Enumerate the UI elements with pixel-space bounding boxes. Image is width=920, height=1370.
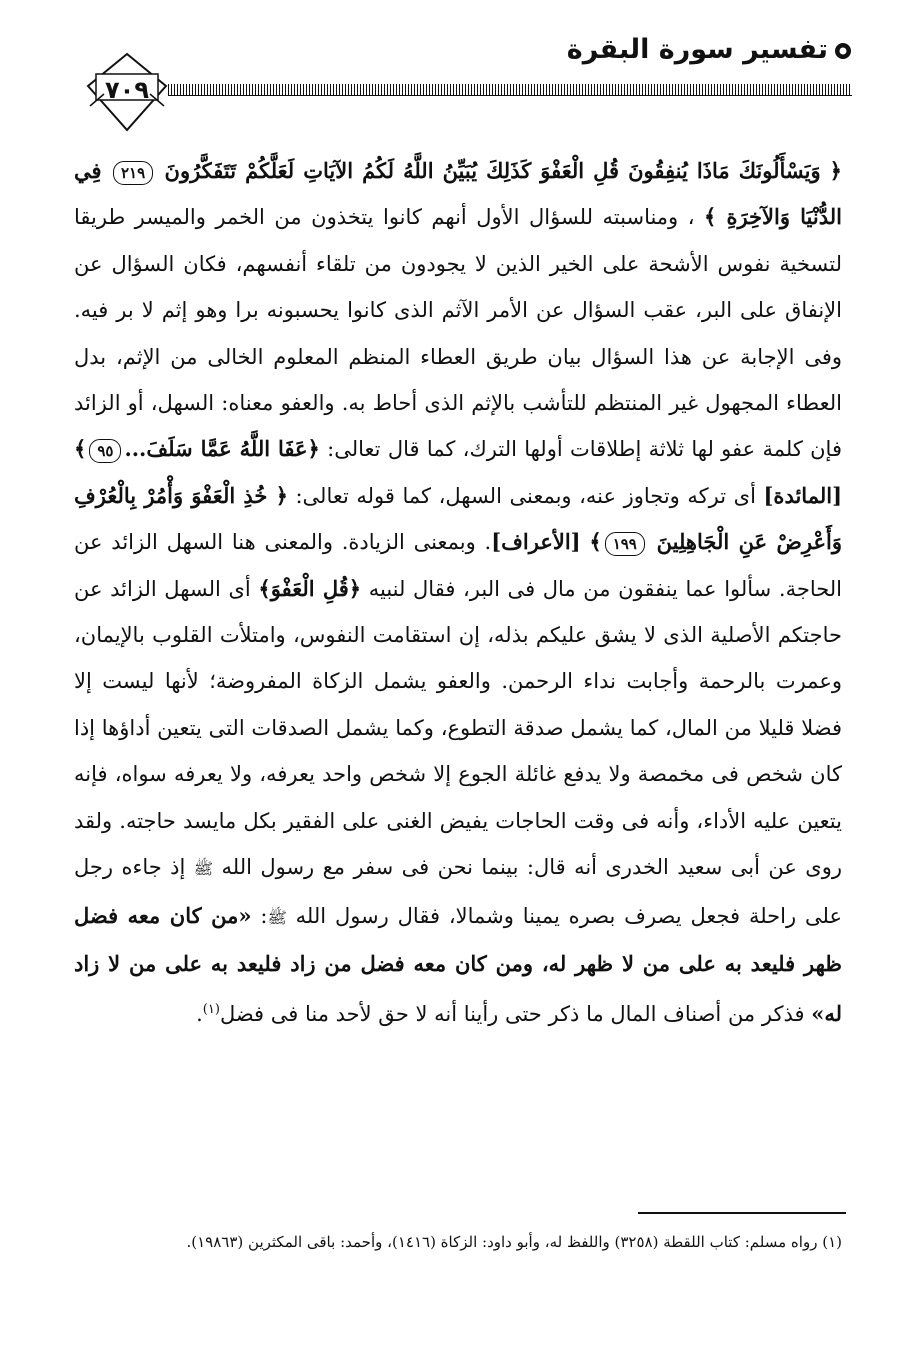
footnote-divider — [638, 1212, 846, 1214]
page-number: ٧٠٩ — [105, 76, 149, 104]
hadith-text: «من كان معه فضل ظهر فليعد به على من لا ظهر له، ومن كان معه فضل من زاد فليعد به على من لا زاد له» — [74, 902, 842, 1027]
pbuh-ligature: ﷺ — [193, 859, 214, 879]
paragraph-text: أى تركه وتجاوز عنه، وبمعنى السهل، كما قوله تعالى: — [295, 483, 756, 508]
quote-text: ﴿ خُذِ الْعَفْوَ وَأْمُرْ بِالْعُرْفِ وَأَعْرِضْ عَنِ الْجَاهِلِينَ — [74, 482, 842, 555]
book-title: تفسير سورة البقرة — [566, 34, 828, 65]
quote-text: ﴿قُلِ الْعَفْوَ﴾ — [258, 575, 362, 601]
paragraph-text: أى السهل الزائد عن حاجتكم الأصلية الذى لا يشق عليكم بذله، إن استقامت النفوس، وامتلأت القلوب بالإيمان، وعمرت بالرحمة وأجابت نداء الرحمن. والعفو يشمل الزكاة المفروضة؛ لأنها ليست إلا فضلا قليلا من المال، كما يشمل صدقة التطوع، وكما يشمل الصدقات التى يتعين أداؤها إذا كان شخص فى مخمصة ولا يدفع غائلة الجوع إلا شخص واحد يعرفه، ولا يعرفه سواه، فإنه يتعين عليه الأداء، وأنه فى وقت الحاجات يفيض الغنى على الفقير بكل مايسد حاجته. ولقد روى عن أبى سعيد الخدرى أنه قال: بينما نحن فى سفر مع رسول الله — [74, 576, 842, 880]
ayah-number: ٩٥ — [89, 439, 121, 463]
verse-text: فِي الدُّنْيَا وَالآخِرَةِ ﴾ — [74, 158, 842, 230]
footnote-marker: (١) — [202, 1002, 220, 1018]
paragraph-end: . — [196, 1002, 203, 1027]
page-header — [0, 0, 920, 140]
pbuh-ligature: ﷺ — [267, 907, 287, 927]
quote-close: ﴾ — [589, 529, 602, 555]
verse-text: ﴿ وَيَسْأَلُونَكَ مَاذَا يُنفِقُونَ قُلِ الْعَفْوَ كَذَلِكَ يُبَيِّنُ اللَّهُ لَكُمُ الآيَاتِ لَعَلَّكُمْ تَتَفَكَّرُونَ — [164, 158, 842, 183]
paragraph-text: إذ جاءه رجل على راحلة فجعل يصرف بصره يمينا وشمالا، فقال رسول الله — [74, 855, 842, 928]
header-rule-base — [168, 95, 852, 96]
paragraph-text: فذكر من أصناف المال ما ذكر حتى رأينا أنه لا حق لأحد منا فى فضل — [219, 1002, 805, 1027]
quote-close: ﴾ — [74, 436, 87, 462]
surah-reference: [الأعراف] — [491, 529, 581, 555]
paragraph-text: : — [260, 903, 268, 928]
quote-text: ﴿عَفَا اللَّهُ عَمَّا سَلَفَ... — [124, 436, 320, 462]
paragraph-text: ، ومناسبته للسؤال الأول أنهم كانوا يتخذون من الخمر والميسر طريقا لتسخية نفوس الأشحة على الخير الذين لا يجودون من تلقاء أنفسهم، فكان السؤال عن الإنفاق على البر، عقب السؤال عن الأمر الآثم الذى كانوا يحسبونه برا وهو إثم لا بر فيه. وفى الإجابة عن هذا السؤال بيان طريق العطاء المنظم المعلوم الخالى من الإثم، بدل العطاء المجهول غير المنتظم للتأشب بالإثم الذى أحاط به. والعفو معناه: السهل، أو الزائد فإن كلمة عفو لها ثلاثة إطلاقات أولها الترك، كما قال تعالى: — [74, 205, 842, 462]
footnote: (١) رواه مسلم: كتاب اللقطة (٣٢٥٨) واللفظ له، وأبو داود: الزكاة (١٤١٦)، وأحمد: باقى المكثرين (١٩٨٦٣). — [186, 1233, 842, 1251]
ayah-number: ١٩٩ — [605, 532, 645, 556]
body-text — [74, 148, 842, 1038]
title-ornament-icon — [834, 42, 852, 60]
ayah-number: ٢١٩ — [113, 161, 153, 185]
paragraph-text: . وبمعنى الزيادة. والمعنى هنا السهل الزائد عن الحاجة. سألوا عما ينفقون من مال فى البر، فقال لنبيه — [74, 530, 843, 601]
surah-reference: [المائدة] — [763, 482, 843, 508]
